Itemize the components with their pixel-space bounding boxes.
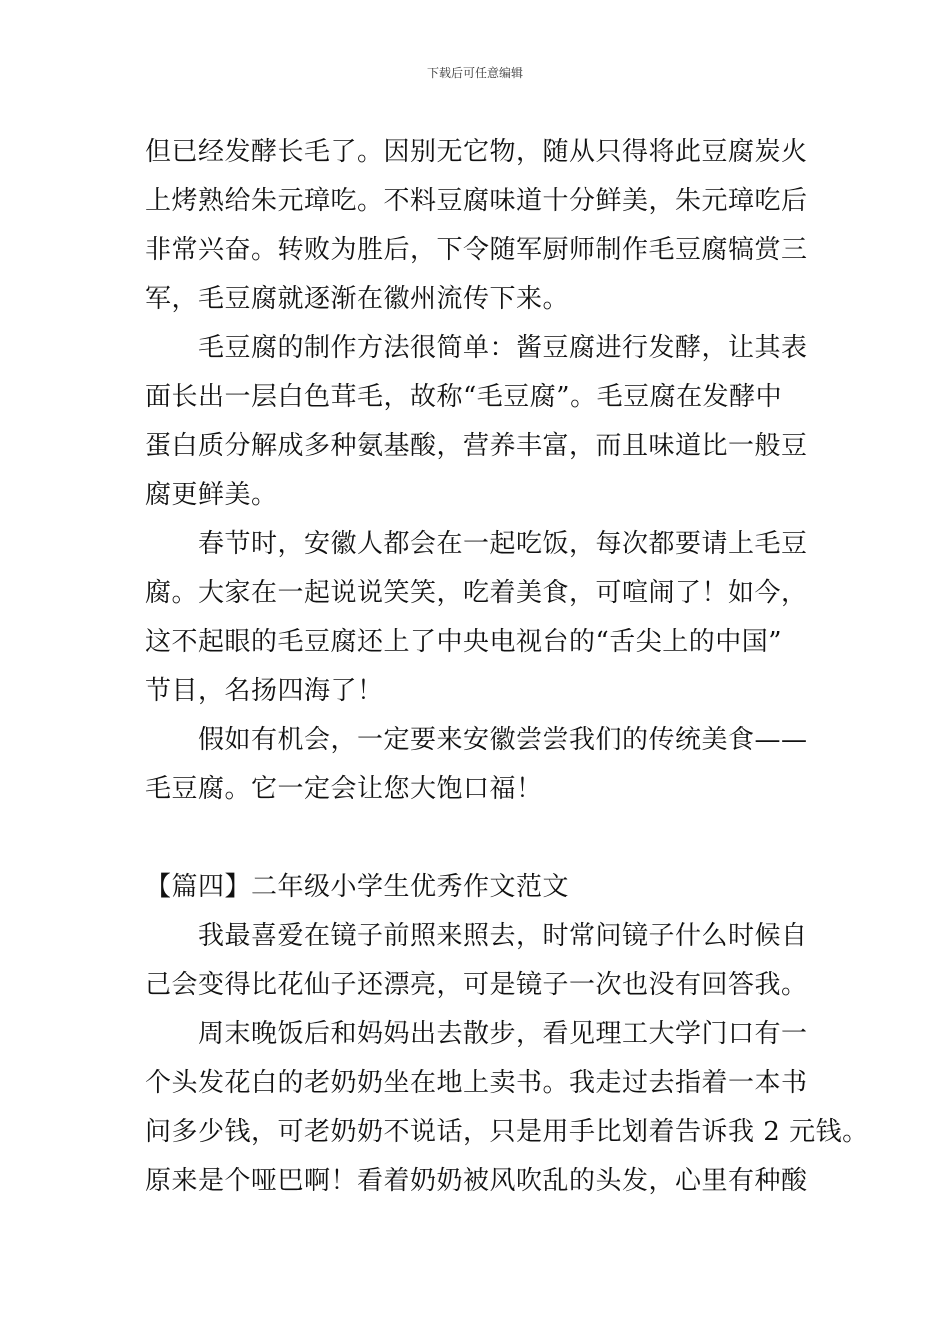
text-line: 我最喜爱在镜子前照来照去，时常问镜子什么时候自 [198,921,808,951]
text-line: 问多少钱，可老奶奶不说话，只是用手比划着告诉我 2 元钱。 [145,1117,869,1147]
section-title: 【篇四】二年级小学生优秀作文范文 [145,872,570,902]
page-header: 下载后可任意编辑 [426,66,523,80]
text-line: 这不起眼的毛豆腐还上了中央电视台的“舌尖上的中国” [145,627,783,657]
text-line: 节目，名扬四海了！ [145,676,384,706]
text-line: 春节时，安徽人都会在一起吃饭，每次都要请上毛豆 [198,529,808,559]
text-line: 毛豆腐的制作方法很简单：酱豆腐进行发酵，让其表 [198,333,808,363]
text-line: 原来是个哑巴啊！看着奶奶被风吹乱的头发，心里有种酸 [145,1166,808,1196]
text-line: 蛋白质分解成多种氨基酸，营养丰富，而且味道比一般豆 [145,431,808,461]
text-line: 个头发花白的老奶奶坐在地上卖书。我走过去指着一本书 [145,1068,808,1098]
text-line: 毛豆腐。它一定会让您大饱口福！ [145,774,543,804]
document-body [145,128,869,1206]
text-line: 假如有机会，一定要来安徽尝尝我们的传统美食—— [198,725,808,755]
text-line: 周末晚饭后和妈妈出去散步，看见理工大学门口有一 [198,1019,808,1049]
text-line: 己会变得比花仙子还漂亮，可是镜子一次也没有回答我。 [145,970,808,1000]
text-line: 但已经发酵长毛了。因别无它物，随从只得将此豆腐炭火 [145,137,808,167]
blank-line [145,814,815,863]
text-line: 军，毛豆腐就逐渐在徽州流传下来。 [145,284,570,314]
paragraph [145,716,815,814]
text-line: 非常兴奋。转败为胜后，下令随军厨师制作毛豆腐犒赏三 [145,235,808,265]
paragraph [145,128,815,324]
text-line: 腐。大家在一起说说笑笑，吃着美食，可喧闹了！如今， [145,578,808,608]
text-line: 上烤熟给朱元璋吃。不料豆腐味道十分鲜美，朱元璋吃后 [145,186,808,216]
text-line: 腐更鲜美。 [145,480,278,510]
paragraph [145,1010,869,1206]
paragraph [145,520,815,716]
paragraph [145,912,815,1010]
text-line: 面长出一层白色茸毛，故称“毛豆腐”。毛豆腐在发酵中 [145,382,783,412]
paragraph [145,324,815,520]
